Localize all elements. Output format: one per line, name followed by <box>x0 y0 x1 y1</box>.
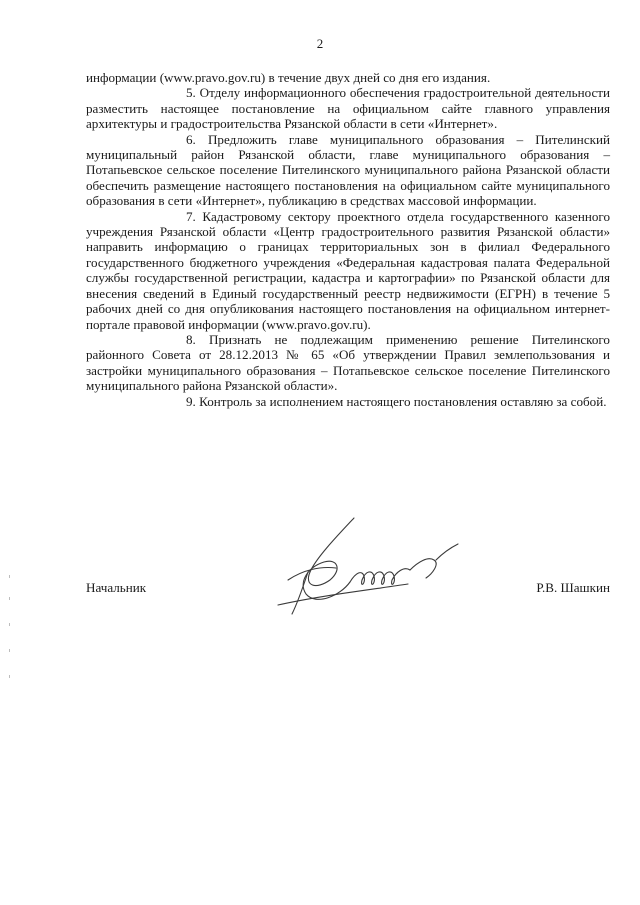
paragraph-number: 6. <box>186 131 196 147</box>
signatory-title: Начальник <box>86 580 147 595</box>
signatory-name: Р.В. Шашкин <box>536 580 610 595</box>
page-number: 2 <box>316 36 324 51</box>
paragraph-9 <box>86 394 610 409</box>
paragraph-number: 9. <box>186 393 196 409</box>
paragraph-6 <box>86 132 610 209</box>
margin-scan-marks <box>8 575 12 695</box>
handwritten-signature <box>258 510 488 620</box>
paragraph-number: 7. <box>186 208 196 224</box>
paragraph-7 <box>86 209 610 332</box>
paragraph-5 <box>86 85 610 131</box>
paragraph-text: Кадастровому сектору проектного отдела государственного казенного учреждения Рязанской области «Центр градостроительного развития Рязанской области» направить информацию о границах территориальных зон в филиал Федерального государственного бюджетного учреждения «Федеральная кадастровая палата Федеральной службы государственной регистрации, кадастра и картографии» по Рязанской области для внесения сведений в Единый государственный реестр недвижимости (ЕГРН) в течение 5 рабочих дней со дня опубликования настоящего постановления на официальном интернет-портале правовой информации (www.pravo.gov.ru). <box>86 208 610 332</box>
paragraph-text: Предложить главе муниципального образования – Пителинский муниципальный район Рязанской области, главе муниципального образования – Потапьевское сельское поселение Пителинского муниципального района Рязанской области обеспечить размещение настоящего постановления на официальном сайте муниципального образования в сети «Интернет», публикацию в средствах массовой информации. <box>86 131 611 209</box>
document-body <box>86 70 610 409</box>
paragraph-number: 5. <box>186 85 196 101</box>
paragraph-number: 8. <box>186 331 196 347</box>
paragraph-8 <box>86 332 610 394</box>
paragraph-text: Контроль за исполнением настоящего постановления оставляю за собой. <box>199 393 607 409</box>
paragraph-continuation <box>86 70 610 85</box>
paragraph-text: Признать не подлежащим применению решение Пителинского районного Совета от 28.12.2013 № 65 «Об утверждении Правил землепользования и застройки муниципального образования – Потапьевское сельское поселение Пителинского муниципального района Рязанской области». <box>86 331 610 394</box>
paragraph-text: информации (www.pravo.gov.ru) в течение двух дней со дня его издания. <box>86 70 491 85</box>
paragraph-text: Отделу информационного обеспечения градостроительной деятельности разместить настоящее постановление на официальном сайте главного управления архитектуры и градостроительства Рязанской области в сети «Интернет». <box>86 85 610 132</box>
